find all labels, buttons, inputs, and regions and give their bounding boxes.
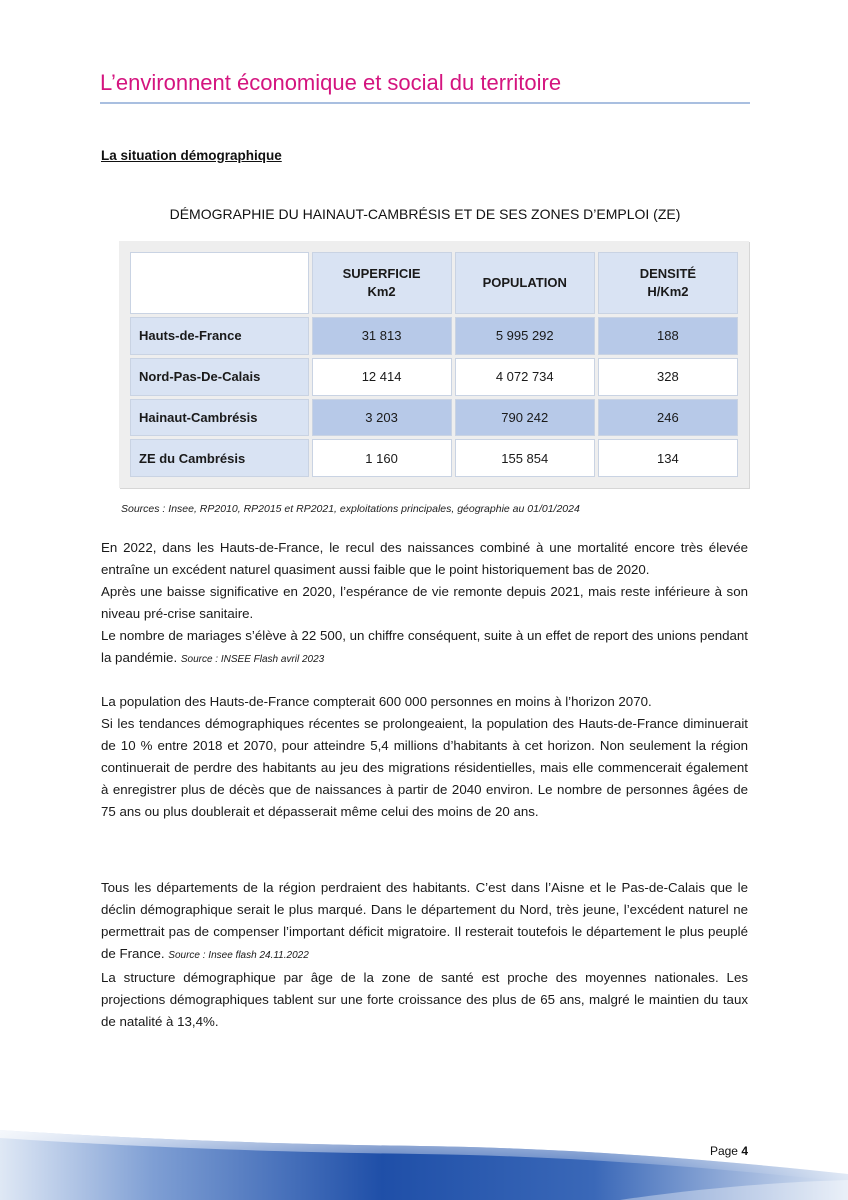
densite-cell: 134 (598, 439, 738, 477)
table-row (130, 399, 738, 437)
row-label: Hauts-de-France (130, 317, 309, 355)
population-cell: 790 242 (455, 399, 595, 437)
superficie-cell: 12 414 (312, 358, 452, 396)
row-label: ZE du Cambrésis (130, 439, 309, 477)
footer-decoration (0, 1128, 848, 1200)
row-label: Hainaut-Cambrésis (130, 399, 309, 437)
densite-cell: 188 (598, 317, 738, 355)
table-header-row (130, 252, 738, 314)
superficie-cell: 1 160 (312, 439, 452, 477)
paragraph-departments (101, 877, 748, 967)
paragraph-line: Le nombre de mariages s’élève à 22 500, un chiffre conséquent, suite à un effet de report des unions pendant la pandémie. (101, 628, 748, 665)
table-row (130, 358, 738, 396)
paragraph-line: En 2022, dans les Hauts-de-France, le recul des naissances combiné à une mortalité encore très élevée entraîne un excédent naturel quasiment aussi faible que le point historiquement bas de 2020. (101, 540, 748, 577)
section-heading: La situation démographique (101, 148, 282, 163)
page-number (710, 1144, 748, 1158)
table-row (130, 317, 738, 355)
demography-table (119, 241, 749, 488)
population-cell: 5 995 292 (455, 317, 595, 355)
table-caption: DÉMOGRAPHIE DU HAINAUT-CAMBRÉSIS ET DE SES ZONES D’EMPLOI (ZE) (169, 206, 681, 222)
paragraph-line: Si les tendances démographiques récentes se prolongeaient, la population des Hauts-de-France diminuerait de 10 % entre 2018 et 2070, pour atteindre 5,4 millions d’habitants à cet horizon. Non seulement la région continuerait de perdre des habitants au jeu des migrations résidentielles, mais elle commencerait également à enregistrer plus de décès que de naissances à partir de 2040 environ. Le nombre de personnes âgées de 75 ans ou plus doublerait et dépasserait même celui des moins de 20 ans. (101, 716, 748, 819)
paragraph-projection (101, 691, 748, 823)
page-title: L’environnent économique et social du territoire (100, 70, 750, 104)
table-source: Sources : Insee, RP2010, RP2015 et RP2021, exploitations principales, géographie au 01/01/2024 (121, 503, 580, 515)
densite-cell: 246 (598, 399, 738, 437)
paragraph-text: Tous les départements de la région perdraient des habitants. C’est dans l’Aisne et le Pas-de-Calais que le déclin démographique serait le plus marqué. Dans le département du Nord, très jeune, l’excédent naturel ne permettrait pas de compenser l’important déficit migratoire. Il resterait toutefois le département le plus peuplé de France. (101, 880, 748, 961)
page-number-value: 4 (741, 1144, 748, 1158)
table-row (130, 439, 738, 477)
population-cell: 4 072 734 (455, 358, 595, 396)
paragraph-births (101, 537, 748, 671)
superficie-cell: 31 813 (312, 317, 452, 355)
row-label: Nord-Pas-De-Calais (130, 358, 309, 396)
column-header-population: POPULATION (455, 252, 595, 314)
paragraph-line: La population des Hauts-de-France compterait 600 000 personnes en moins à l’horizon 2070. (101, 694, 652, 709)
superficie-cell: 3 203 (312, 399, 452, 437)
paragraph-line: Après une baisse significative en 2020, l’espérance de vie remonte depuis 2021, mais reste inférieure à son niveau pré-crise sanitaire. (101, 584, 748, 621)
page-label: Page (709, 1144, 738, 1158)
footer-wave-graphic (0, 1128, 848, 1200)
paragraph-text: La structure démographique par âge de la zone de santé est proche des moyennes nationales. Les projections démographiques tablent sur une forte croissance des plus de 65 ans, malgré le maintien du taux de natalité à 13,4%. (101, 970, 748, 1029)
source-note: Source : Insee flash 24.11.2022 (168, 950, 309, 961)
table-corner-cell (130, 252, 309, 314)
paragraph-age-structure (101, 967, 748, 1033)
column-header-superficie: SUPERFICIE Km2 (312, 252, 452, 314)
densite-cell: 328 (598, 358, 738, 396)
source-note: Source : INSEE Flash avril 2023 (180, 654, 325, 665)
population-cell: 155 854 (455, 439, 595, 477)
column-header-densite: DENSITÉ H/Km2 (598, 252, 738, 314)
